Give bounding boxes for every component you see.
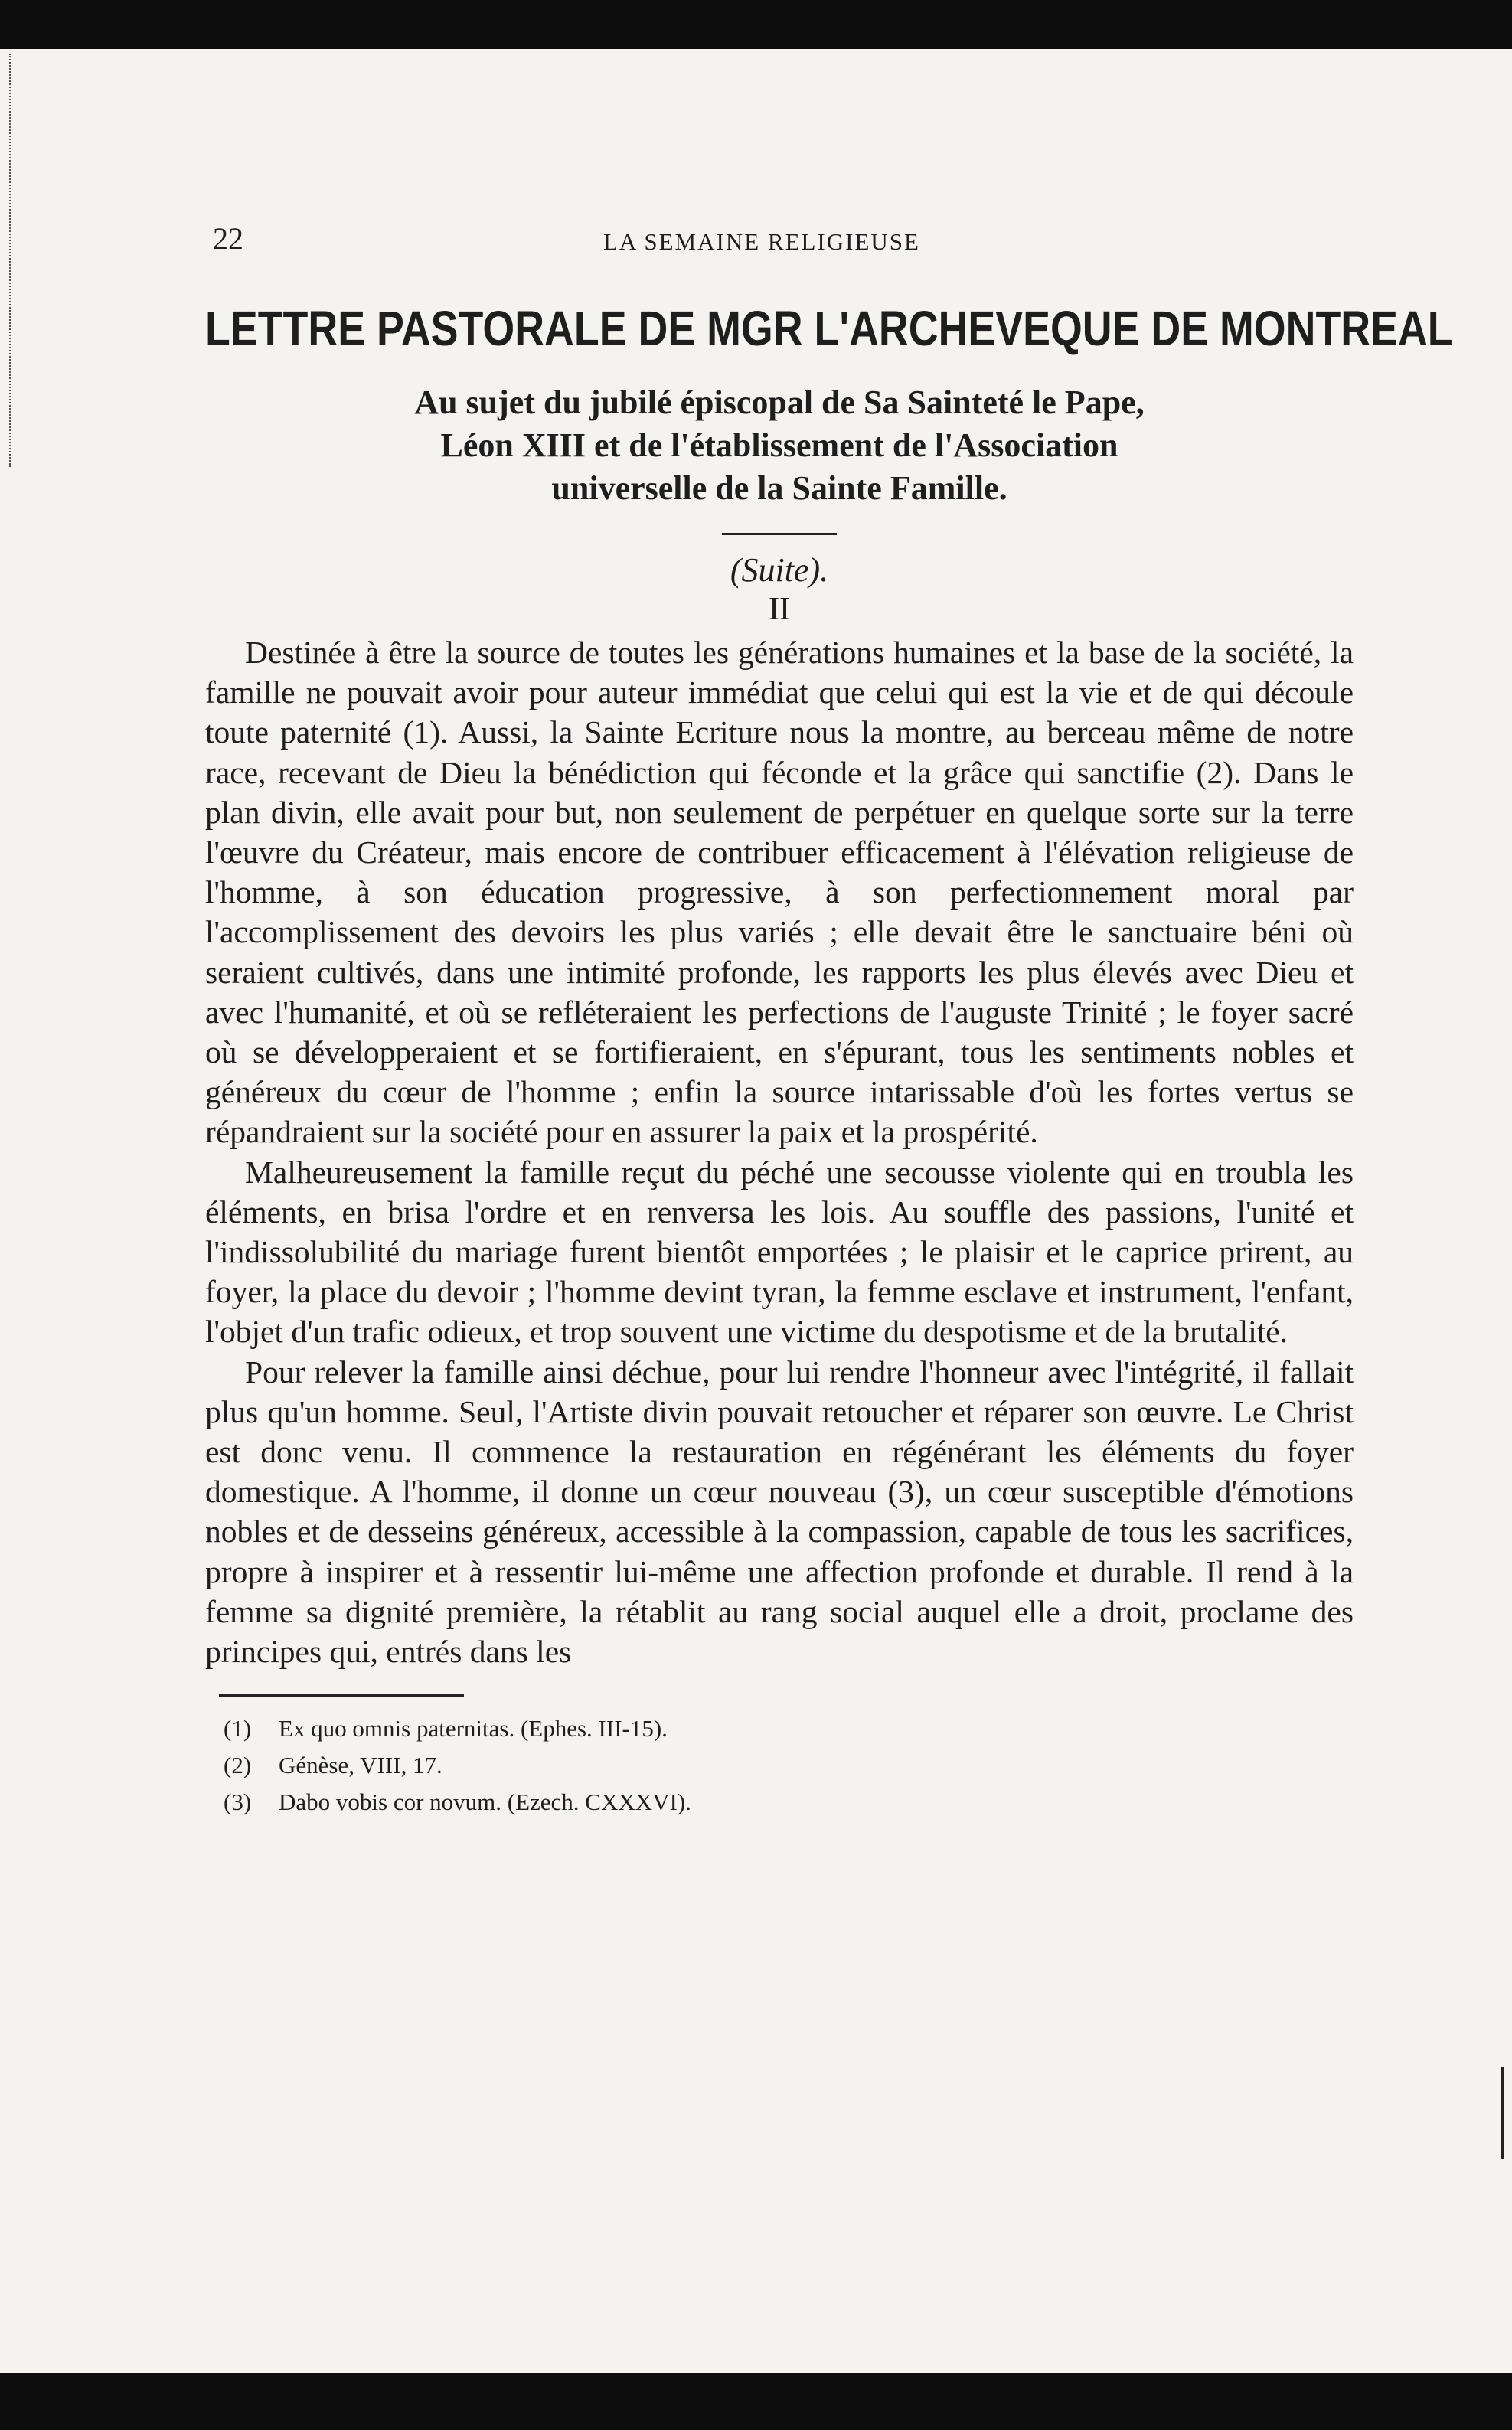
footnote-marker: (2)	[224, 1752, 252, 1779]
subtitle-line: Léon XIII et de l'établissement de l'Association	[440, 426, 1118, 464]
article-title: LETTRE PASTORALE DE MGR L'ARCHEVEQUE DE MONTREAL	[205, 301, 1453, 356]
running-head	[205, 214, 1354, 260]
section-number: II	[769, 592, 790, 627]
body-paragraph: Destinée à être la source de toutes les générations humaines et la base de la société, la famille ne pouvait avoir pour auteur immédiat que celui qui est la vie et de qui découle toute paternité (1). Aussi, la Sainte Ecriture nous la montre, au berceau même de notre race, recevant de Dieu la bénédiction qui féconde et la grâce qui sanctifie (2). Dans le plan divin, elle avait pour but, non seulement de perpétuer en quelque sorte sur la terre l'œuvre du Créateur, mais encore de contribuer efficacement à l'élévation religieuse de l'homme, à son éducation progressive, à son perfectionnement moral par l'accomplissement des devoirs les plus variés ; elle devait être le sanctuaire béni où seraient cultivés, dans une intimité profonde, les rapports les plus élevés avec Dieu et avec l'humanité, et où se refléteraient les perfections de l'auguste Trinité ; le foyer sacré où se développeraient et se fortifieraient, en s'épurant, tous les sentiments nobles et généreux du cœur de l'homme ; enfin la source intarissable d'où les fortes vertus se répandraient sur la société pour en assurer la paix et la prospérité.	[205, 635, 1354, 1150]
article-subtitle	[205, 381, 1354, 510]
footnotes	[205, 1710, 1354, 1821]
scan-border-top	[0, 0, 1512, 49]
body-paragraph: Pour relever la famille ainsi déchue, pour lui rendre l'honneur avec l'intégrité, il fallait plus qu'un homme. Seul, l'Artiste divin pouvait retoucher et réparer son œuvre. Le Christ est donc venu. Il commence la restauration en régénérant les éléments du foyer domestique. A l'homme, il donne un cœur nouveau (3), un cœur susceptible d'émotions nobles et de desseins généreux, accessible à la compassion, capable de tous les sacrifices, propre à inspirer et à ressentir lui-même une affection profonde et durable. Il rend à la femme sa dignité première, la rétablit au rang social auquel elle a droit, proclame des principes qui, entrés dans les	[205, 1354, 1354, 1670]
footnote	[224, 1784, 1354, 1821]
subtitle-line: universelle de la Sainte Famille.	[551, 469, 1007, 507]
footnote-text: Dabo vobis cor novum. (Ezech. CXXXVI).	[279, 1788, 691, 1816]
footnote	[224, 1710, 1354, 1747]
document-page	[205, 214, 1453, 1821]
footnote-divider	[219, 1694, 464, 1697]
footnote-marker: (3)	[224, 1788, 252, 1816]
title-divider	[722, 533, 837, 535]
article-body	[205, 632, 1354, 1671]
journal-title: LA SEMAINE RELIGIEUSE	[603, 228, 920, 255]
subtitle-line: Au sujet du jubilé épiscopal de Sa Sainteté le Pape,	[414, 384, 1145, 421]
footnote	[224, 1747, 1354, 1784]
scan-border-bottom	[0, 2373, 1512, 2430]
scan-edge-left	[9, 54, 15, 467]
footnote-marker: (1)	[224, 1715, 252, 1742]
footnote-text: Ex quo omnis paternitas. (Ephes. III-15).	[279, 1715, 668, 1742]
continued-label: (Suite).	[730, 551, 829, 589]
footnote-text: Génèse, VIII, 17.	[279, 1752, 442, 1779]
scan-edge-right	[1485, 2067, 1504, 2159]
body-paragraph: Malheureusement la famille reçut du péché une secousse violente qui en troubla les éléments, en brisa l'ordre et en renversa les lois. Au souffle des passions, l'unité et l'indissolubilité du mariage furent bientôt emportées ; le plaisir et le caprice prirent, au foyer, la place du devoir ; l'homme devint tyran, la femme esclave et instrument, l'enfant, l'objet d'un trafic odieux, et trop souvent une victime du despotisme et de la brutalité.	[205, 1154, 1354, 1350]
page-number: 22	[213, 221, 243, 256]
